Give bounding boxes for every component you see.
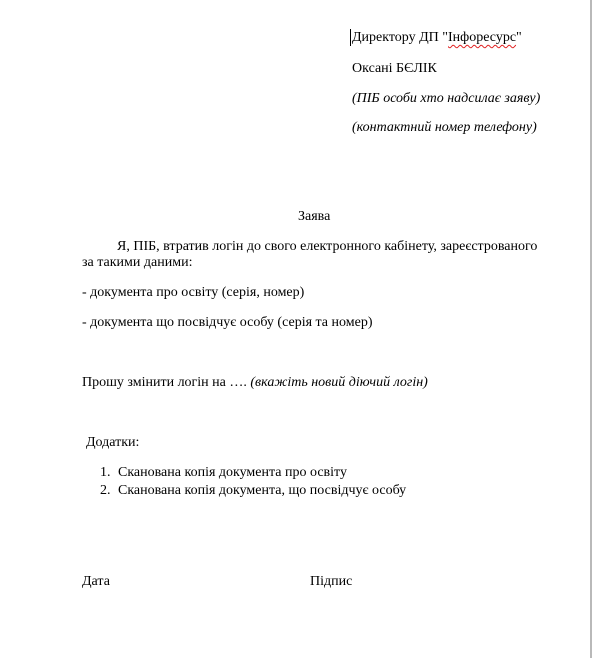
attachment-text: Сканована копія документа, що посвідчує особу	[118, 483, 407, 498]
text-cursor	[350, 29, 351, 46]
request-line	[82, 374, 428, 391]
attachment-number: 1.	[100, 465, 111, 480]
body-paragraph-line-1: Я, ПІБ, втратив логін до свого електронного кабінету, зареєстрованого	[117, 239, 538, 254]
body-paragraph-line-2: за такими даними:	[82, 255, 193, 270]
education-document-item: - документа про освіту (серія, номер)	[82, 285, 305, 300]
request-text: Прошу змінити логін на ….	[82, 375, 251, 390]
attachment-number: 2.	[100, 483, 111, 498]
sender-name-hint: (ПІБ особи хто надсилає заяву)	[352, 91, 541, 106]
identity-document-item: - документа що посвідчує особу (серія та номер)	[82, 315, 373, 330]
request-login-hint: (вкажіть новий діючий логін)	[250, 375, 428, 390]
attachment-text: Сканована копія документа про освіту	[118, 465, 347, 480]
recipient-org-name: Інфоресурс	[448, 30, 517, 45]
attachments-heading: Додатки:	[86, 435, 140, 450]
signature-label: Підпис	[310, 574, 353, 589]
sender-phone-hint: (контактний номер телефону)	[352, 120, 537, 135]
recipient-title-prefix: Директору ДП "	[352, 30, 448, 45]
date-label: Дата	[82, 574, 110, 589]
document-title: Заява	[298, 209, 331, 224]
recipient-name: Оксані БЄЛІК	[352, 61, 437, 76]
recipient-title	[352, 29, 522, 46]
recipient-title-suffix: "	[516, 30, 522, 45]
